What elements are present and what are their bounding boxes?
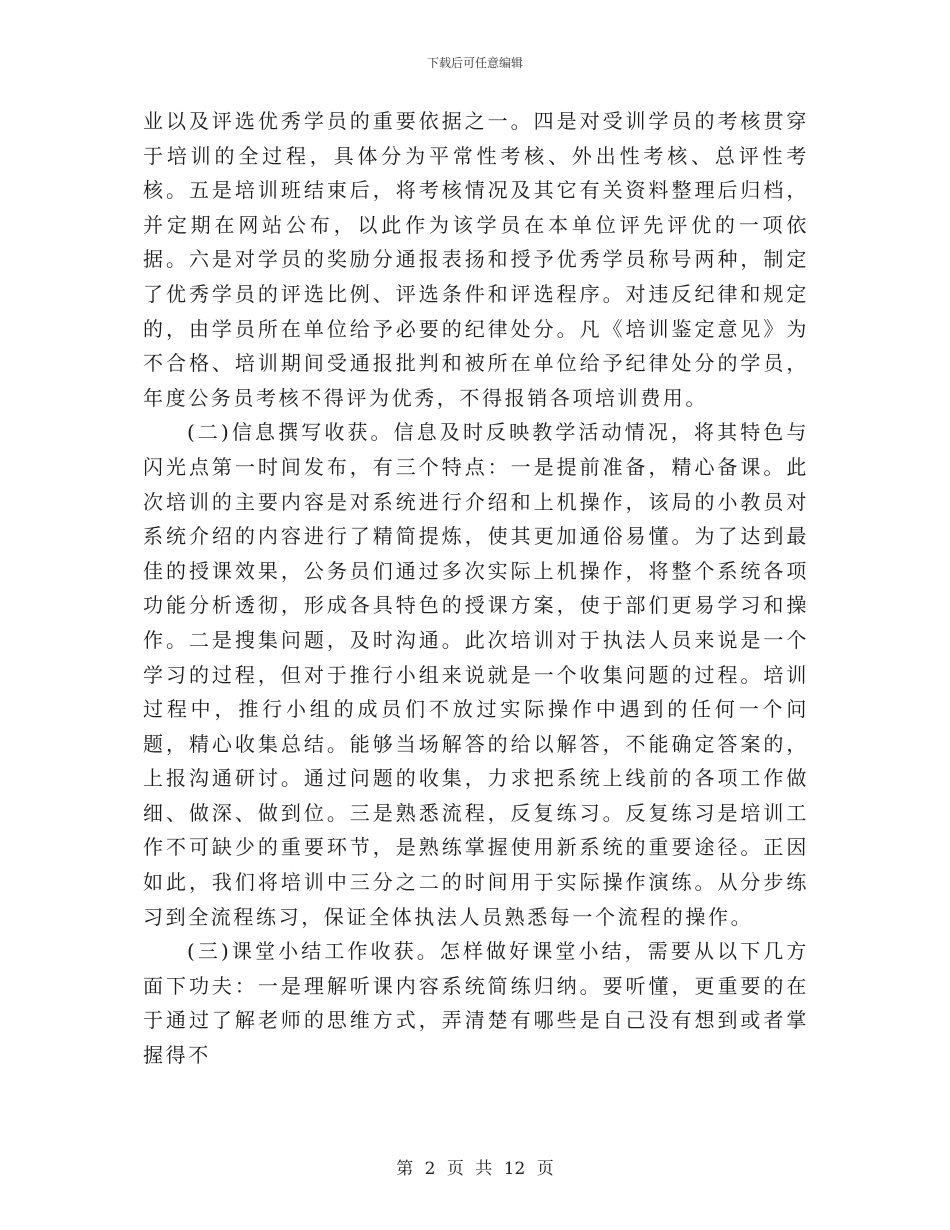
paragraph-section-2: (二)信息撰写收获。信息及时反映教学活动情况，将其特色与闪光点第一时间发布，有三个特点：一是提前准备，精心备课。此次培训的主要内容是对系统进行介绍和上机操作，该局的小教员对系统介绍的内容进行了精简提炼，使其更加通俗易懂。为了达到最佳的授课效果，公务员们通过多次实际上机操作，将整个系统各项功能分析透彻，形成各具特色的授课方案，使于部们更易学习和操作。二是搜集问题，及时沟通。此次培训对于执法人员来说是一个学习的过程，但对于推行小组来说就是一个收集问题的过程。培训过程中，推行小组的成员们不放过实际操作中遇到的任何一个问题，精心收集总结。能够当场解答的给以解答，不能确定答案的，上报沟通研讨。通过问题的收集，力求把系统上线前的各项工作做细、做深、做到位。三是熟悉流程，反复练习。反复练习是培训工作不可缺少的重要环节，是熟练掌握使用新系统的重要途径。正因如此，我们将培训中三分之二的时间用于实际操作演练。从分步练习到全流程练习，保证全体执法人员熟悉每一个流程的操作。 <box>143 420 809 929</box>
page-header-note: 下载后可任意编辑 <box>426 56 523 70</box>
paragraph-section-3: (三)课堂小结工作收获。怎样做好课堂小结，需要从以下几方面下功夫：一是理解听课内容系统简练归纳。要听懂，更重要的在于通过了解老师的思维方式，弄清楚有哪些是自己没有想到或者掌握得不 <box>143 939 809 1068</box>
paragraph-continued: 业以及评选优秀学员的重要依据之一。四是对受训学员的考核贯穿于培训的全过程，具体分为平常性考核、外出性考核、总评性考核。五是培训班结束后，将考核情况及其它有关资料整理后归档，并定期在网站公布，以此作为该学员在本单位评先评优的一项依据。六是对学员的奖励分通报表扬和授予优秀学员称号两种，制定了优秀学员的评选比例、评选条件和评选程序。对违反纪律和规定的，由学员所在单位给予必要的纪律处分。凡《培训鉴定意见》为不合格、培训期间受通报批判和被所在单位给予纪律处分的学员，年度公务员考核不得评为优秀，不得报销各项培训费用。 <box>143 109 809 410</box>
document-body <box>143 104 809 1073</box>
page-number-footer: 第 2 页 共 12 页 <box>396 1159 554 1179</box>
